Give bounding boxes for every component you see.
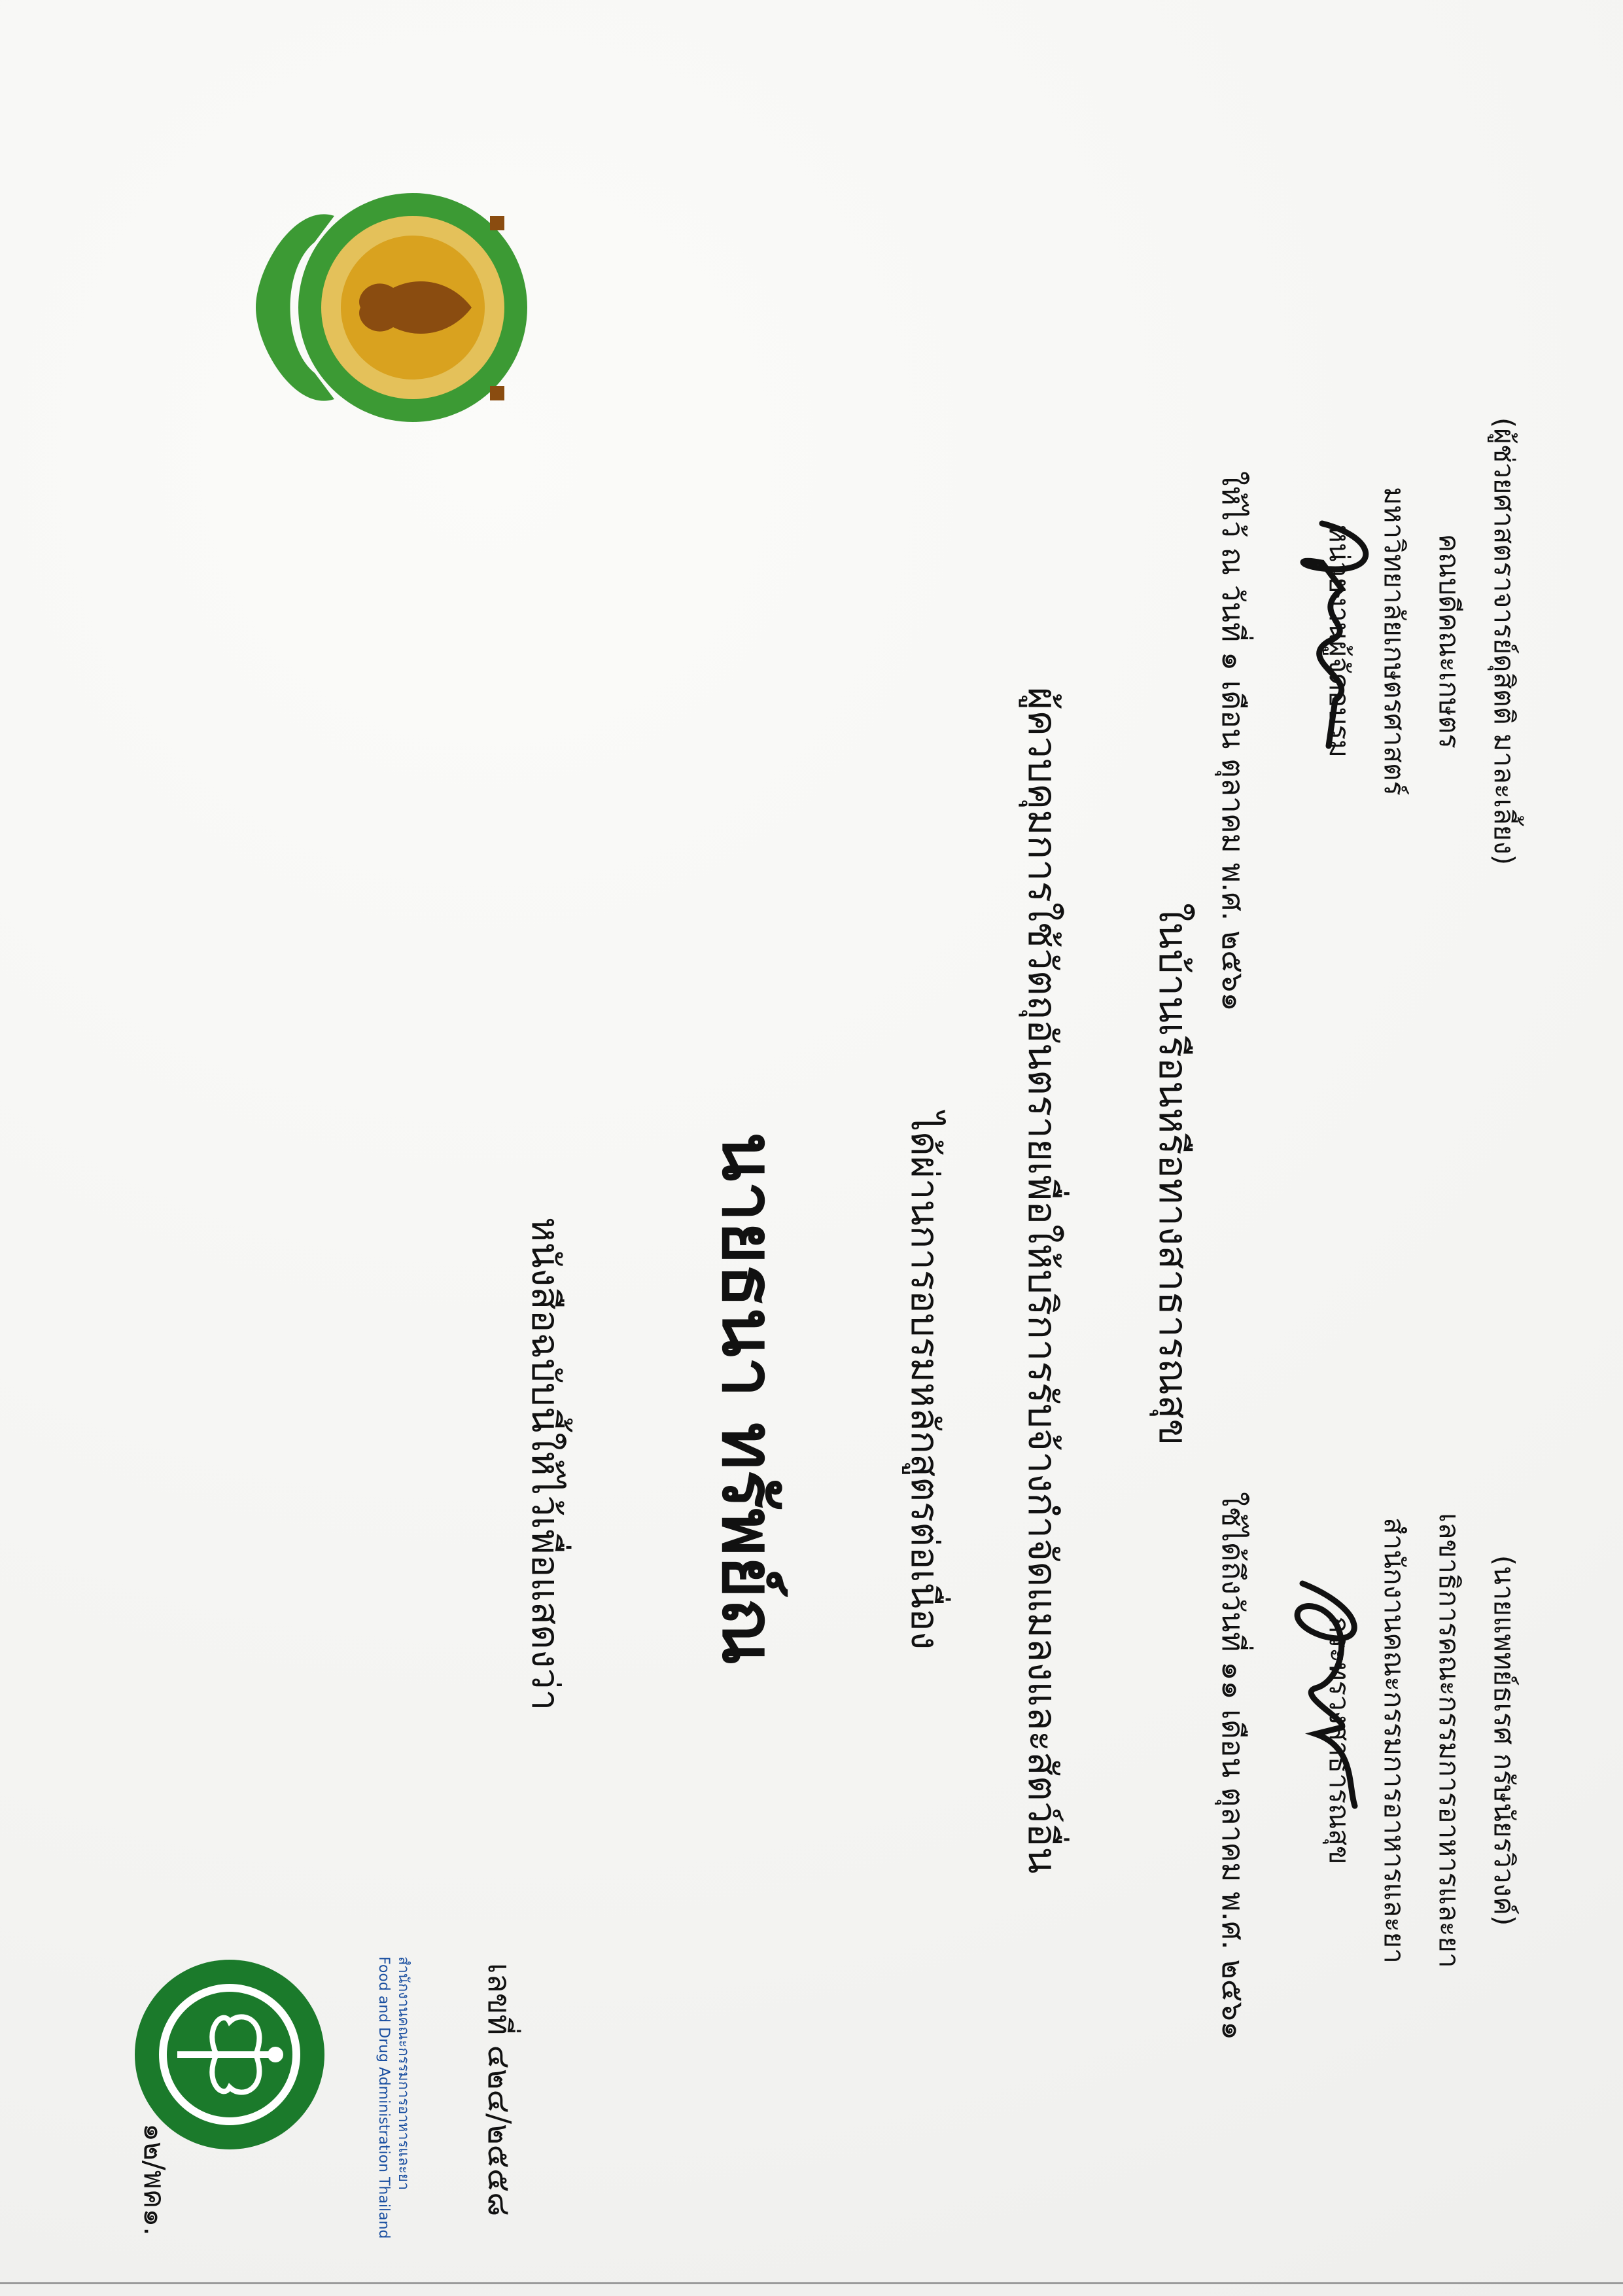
certificate-number: เลขที่ ๔๒๔/๒๕๕๘ — [481, 1963, 517, 2217]
valid-until-date: ใช้ได้ถึงวันที่ ๑๑ เดือน ตุลาคม พ.ศ. ๒๕๖๑ — [1215, 1492, 1251, 2041]
signatory-left-title-3: หน่วยงานผู้จัดอบรม — [1323, 524, 1355, 758]
reference-code: ๑๒/พค๑. — [137, 2123, 171, 2236]
course-line-3: ในบ้านเรือนหรือทางสาธารณสุข — [1150, 903, 1196, 1446]
kasetsart-university-logo-icon — [256, 190, 531, 425]
fda-caption-english: Food and Drug Administration Thailand — [375, 1956, 392, 2239]
course-line-2: ผู้ควบคุมการใช้วัตถุอันตรายเพื่อให้บริการรับจ้างกำจัดแมลงและสัตว์อื่น — [1019, 687, 1065, 1874]
recipient-name: นายธนา ทรัพย์ณ — [707, 1132, 790, 1665]
issue-date: ให้ไว้ ณ วันที่ ๑ เดือน ตุลาคม พ.ศ. ๒๕๖๑ — [1215, 471, 1251, 1012]
signatory-left — [1312, 288, 1531, 995]
fda-caption-thai: สำนักงานคณะกรรมการอาหารและยา — [395, 1956, 411, 2191]
signatory-left-title-2: มหาวิทยาลัยเกษตรศาสตร์ — [1378, 487, 1410, 796]
signatory-right-title-1: เลขาธิการคณะกรรมการอาหารและยา — [1433, 1513, 1465, 1968]
signatory-right — [1312, 1446, 1531, 2035]
certificate-heading: หนังสือฉบับนี้ให้ไว้เพื่อแสดงว่า — [523, 1217, 568, 1711]
signatory-right-title-2: สำนักงานคณะกรรมการอาหารและยา — [1378, 1517, 1410, 1964]
signatory-right-name: (นายแพทย์ธเรศ กรัษนัยรวิวงค์) — [1488, 1555, 1520, 1926]
signatory-right-title-3: กระทรวงสาธารณสุข — [1323, 1616, 1355, 1865]
course-line-1: ได้ผ่านการอบรมหลักสูตรต่อเนื่อง — [903, 1112, 947, 1650]
signatory-left-title-1: คณบดีคณะเกษตร — [1433, 534, 1465, 749]
signatory-left-name: (ผู้ช่วยศาสตราจารย์ดุสิตติ มาละเลี้ยง) — [1488, 417, 1520, 866]
fda-caption — [374, 1956, 413, 2238]
